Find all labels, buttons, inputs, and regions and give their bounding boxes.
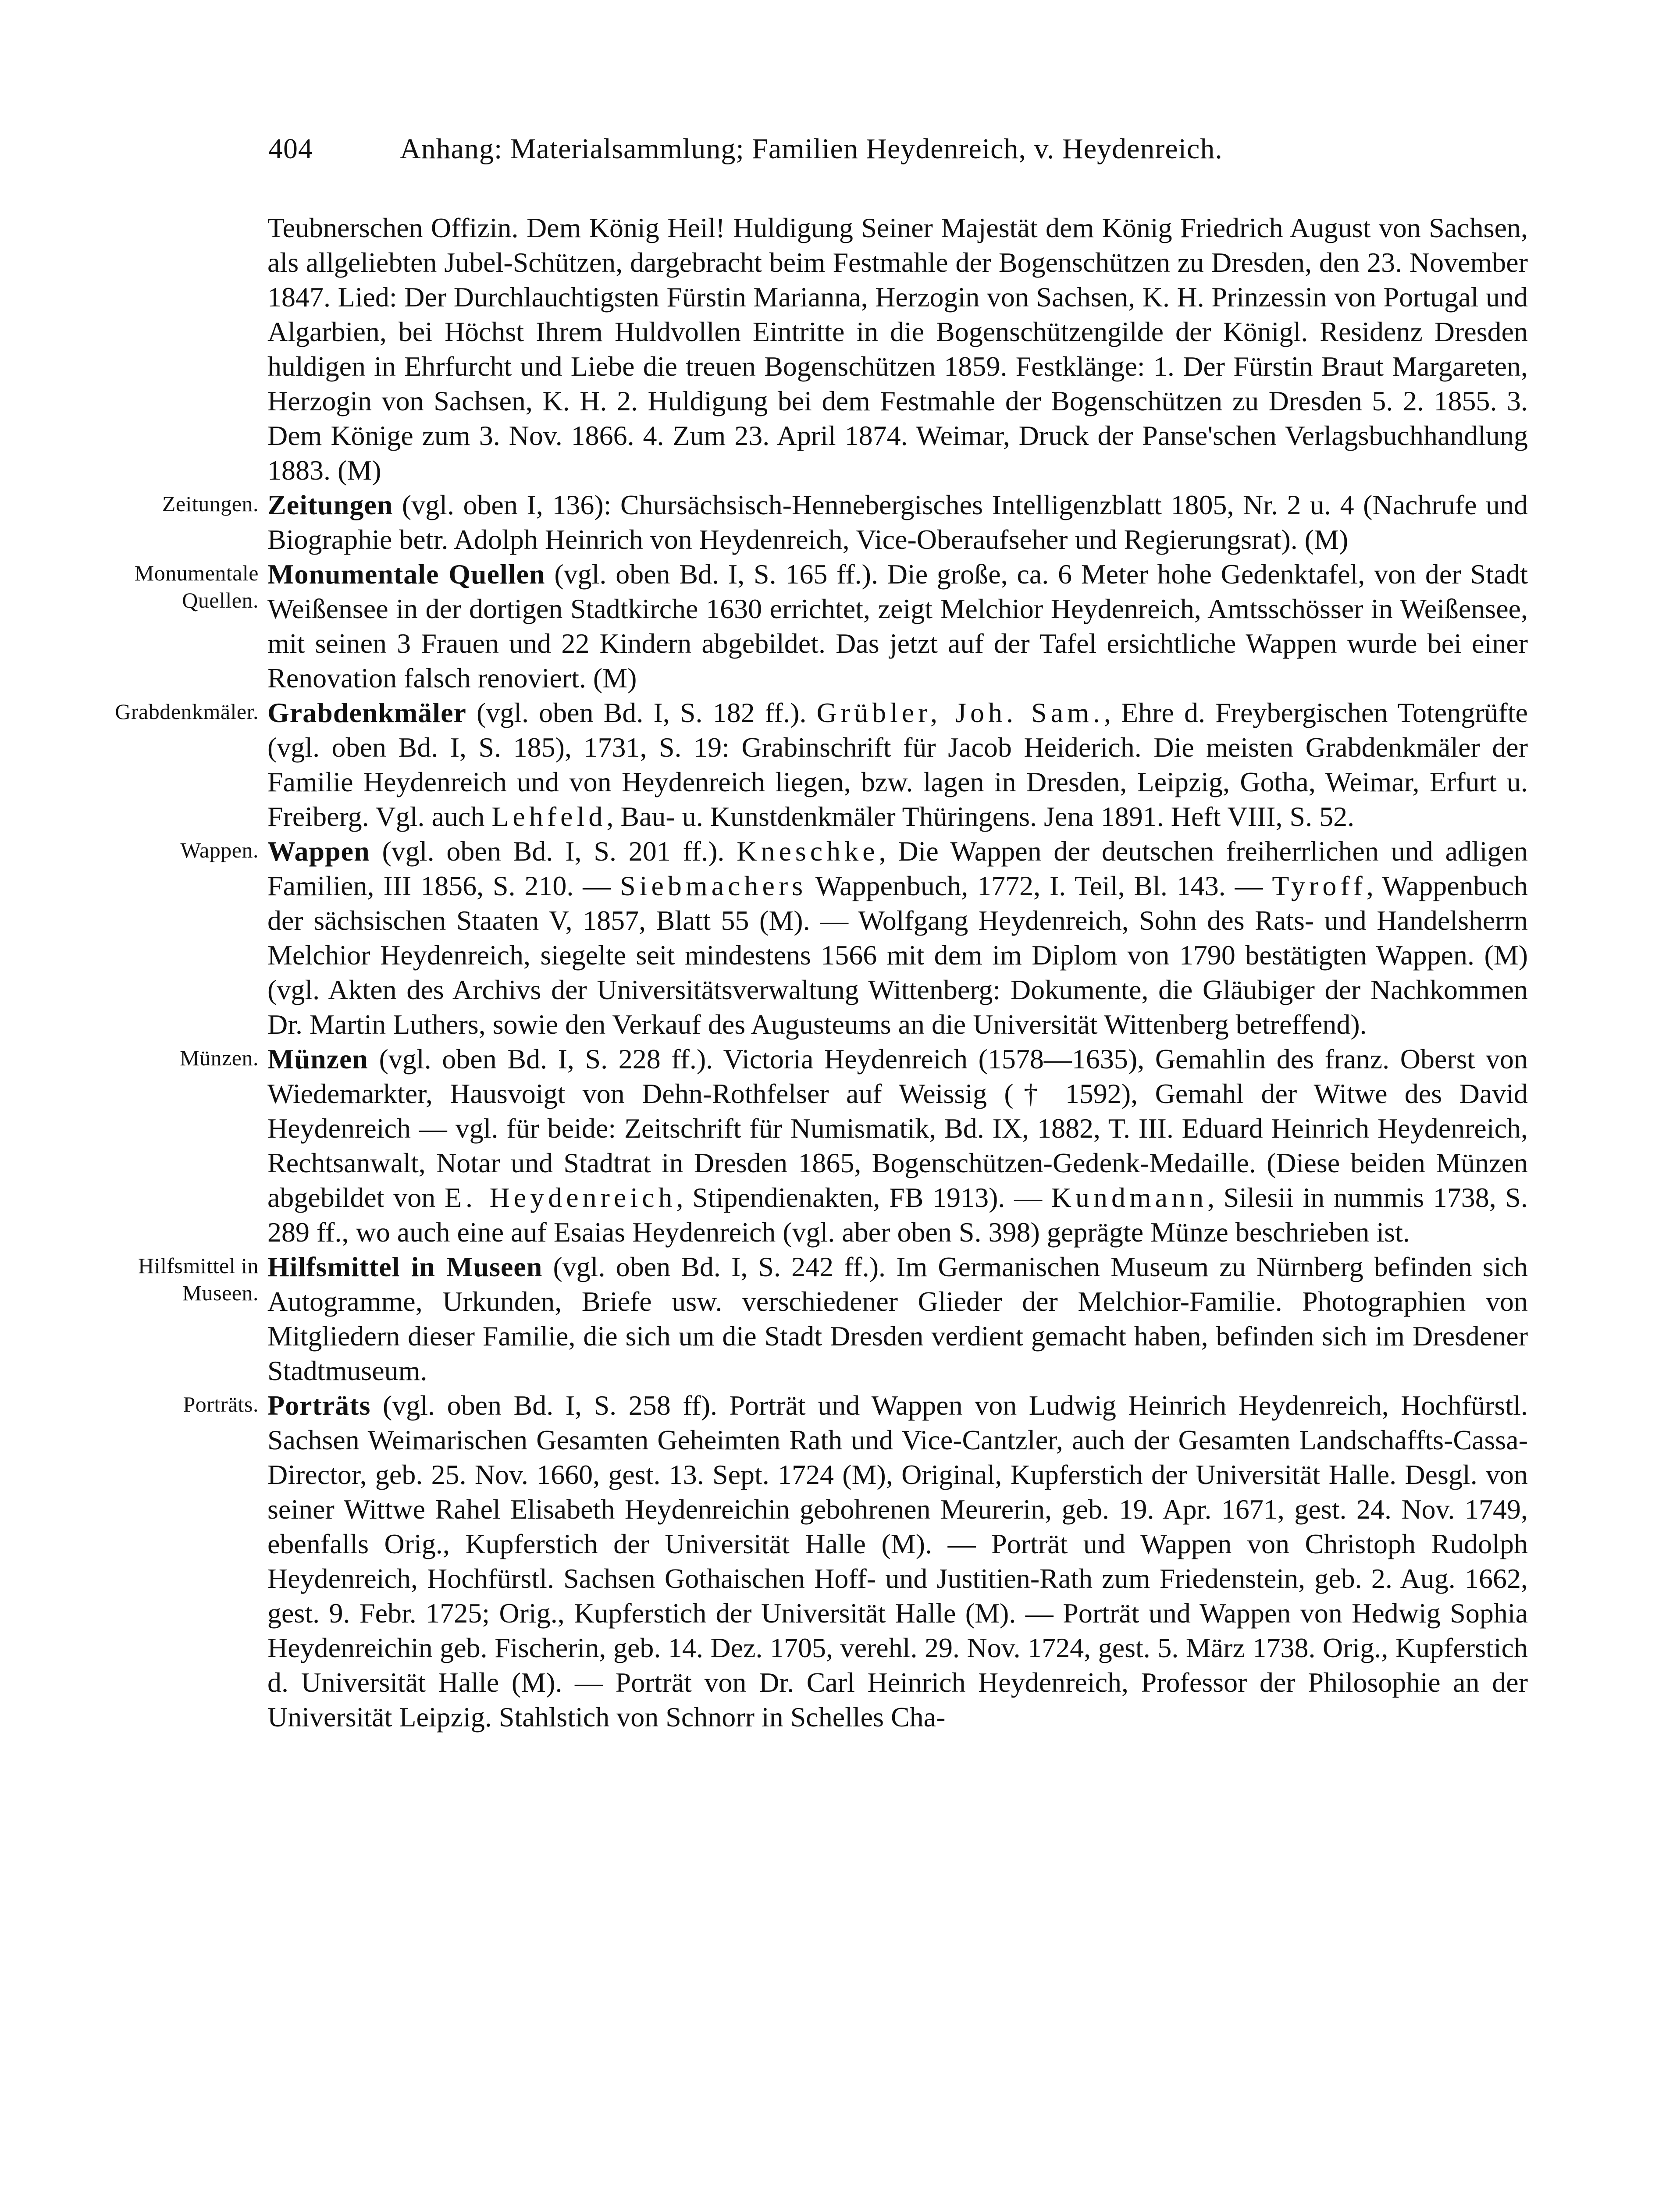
section-portraets <box>183 1388 1528 1734</box>
section-heading-monumentale-quellen: Monumentale Quellen <box>267 559 545 590</box>
marginal-note-grabdenkmaeler: Grabdenkmäler. <box>115 699 259 724</box>
text-segment: , Bau- u. Kunstdenkmäler Thüringens. Jena 1891. Heft VIII, S. 52. <box>606 801 1355 832</box>
text-segment: , Ehre d. Freybergischen Totengrüfte (vgl. oben Bd. I, S. 185), 1731, S. 19: Grabinschrift für Jacob Heiderich. Die meisten Grabdenkmäler der Familie Heydenreich und von Heydenreich liegen, bzw. lagen in Dresden, Leipzig, Gotha, Weimar, Erfurt u. Freiberg. Vgl. auch <box>267 697 1528 832</box>
section-grabdenkmaeler <box>115 695 1528 834</box>
section-heading-muenzen: Münzen <box>267 1043 368 1075</box>
marginal-note-hilfsmittel-in-museen <box>4 1252 259 1306</box>
section-heading-wappen: Wappen <box>267 836 370 867</box>
text-segment: , Stipendienakten, FB 1913). — <box>676 1182 1051 1213</box>
section-heading-grabdenkmaeler: Grabdenkmäler <box>267 697 466 728</box>
paragraph-muenzen <box>267 1042 1528 1249</box>
section-monumentale-quellen <box>134 557 1528 695</box>
paragraph-monumentale-quellen <box>267 557 1528 695</box>
text-segment: (vgl. oben Bd. I, S. 228 ff.). Victoria Heydenreich (1578—1635), Gemahlin des franz. Oberst von Wiedemarkter, Hausvoigt von Dehn-Rothfelser auf Weissig († 1592), Gemahl der Witwe des David Heydenreich — vgl. für beide: Zeitschrift für Numismatik, Bd. IX, 1882, T. III. Eduard Heinrich Heydenreich, Rechtsanwalt, Notar und Stadtrat in Dresden 1865, Bogenschützen-Gedenk-Medaille. (Diese beiden Münzen abgebildet von <box>267 1043 1528 1213</box>
section-text-zeitungen: (vgl. oben I, 136): Chursächsisch-Hennebergisches Intelligenzblatt 1805, Nr. 2 u. 4 (Nachrufe und Biographie betr. Adolph Heinrich von Heydenreich, Vice-Oberaufseher und Regierungsrat). (M) <box>267 489 1528 555</box>
section-zeitungen <box>162 488 1528 557</box>
section-heading-hilfsmittel-in-museen: Hilfsmittel in Museen <box>267 1251 543 1282</box>
marginal-note-portraets: Porträts. <box>183 1392 259 1416</box>
running-head <box>268 132 1540 167</box>
marginal-line-2: Museen. <box>182 1281 259 1305</box>
paragraph-hilfsmittel-in-museen <box>267 1249 1528 1388</box>
text-segment: , Die Wappen der deutschen freiherrlichen und adligen Familien, III 1856, S. 210. — <box>267 836 1528 901</box>
section-heading-zeitungen: Zeitungen <box>267 489 393 520</box>
paragraph-zeitungen <box>267 488 1528 557</box>
intro-paragraph: Teubnerschen Offizin. Dem König Heil! Huldigung Seiner Majestät dem König Friedrich August von Sachsen, als allgeliebten Jubel-Schützen, dargebracht beim Festmahle der Bogenschützen zu Dresden, den 23. November 1847. Lied: Der Durchlauchtigsten Fürstin Marianna, Herzogin von Sachsen, K. H. Prinzessin von Portugal und Algarbien, bei Höchst Ihrem Huldvollen Eintritte in die Bogenschützengilde der Königl. Residenz Dresden huldigen in Ehrfurcht und Liebe die treuen Bogenschützen 1859. Festklänge: 1. Der Fürstin Braut Margareten, Herzogin von Sachsen, K. H. 2. Huldigung bei dem Festmahle der Bogenschützen zu Dresden 5. 2. 1855. 3. Dem Könige zum 3. Nov. 1866. 4. Zum 23. April 1874. Weimar, Druck der Panse'schen Verlagsbuchhandlung 1883. (M) <box>267 212 1528 486</box>
text-segment: (vgl. oben Bd. I, S. 201 ff.). <box>370 836 737 867</box>
spaced-author-name: Grübler, Joh. Sam. <box>816 697 1104 728</box>
paragraph-portraets <box>267 1388 1528 1734</box>
section-text-hilfsmittel-in-museen: (vgl. oben Bd. I, S. 242 ff.). Im Germanischen Museum zu Nürnberg befinden sich Autogramme, Urkunden, Briefe usw. verschiedener Glieder der Melchior-Familie. Photographien von Mitgliedern dieser Familie, die sich um die Stadt Dresden verdient gemacht haben, befinden sich im Dresdener Stadtmuseum. <box>267 1251 1528 1386</box>
spaced-author-name: Kundmann <box>1051 1182 1208 1213</box>
marginal-line-1: Monumentale <box>134 561 259 585</box>
marginal-note-muenzen: Münzen. <box>180 1046 259 1070</box>
spaced-author-name: Siebmachers <box>620 870 807 901</box>
marginal-line-1: Hilfsmittel in <box>138 1253 259 1278</box>
text-segment: , Silesii in nummis 1738, S. 289 ff., wo auch eine auf Esaias Heydenreich (vgl. aber oben S. 398) geprägte Münze beschrieben ist. <box>267 1182 1528 1248</box>
text-segment: (vgl. oben Bd. I, S. 182 ff.). <box>466 697 817 728</box>
section-text-portraets: (vgl. oben Bd. I, S. 258 ff). Porträt und Wappen von Ludwig Heinrich Heydenreich, Hochfürstl. Sachsen Weimarischen Gesamten Geheimten Rath und Vice-Cantzler, auch der Gesamten Landschaffts-Cassa-Director, geb. 25. Nov. 1660, gest. 13. Sept. 1724 (M), Original, Kupferstich der Universität Halle. Desgl. von seiner Wittwe Rahel Elisabeth Heydenreichin gebohrenen Meurerin, geb. 19. Apr. 1671, gest. 24. Nov. 1749, ebenfalls Orig., Kupferstich der Universität Halle (M). — Porträt und Wappen von Christoph Rudolph Heydenreich, Hochfürstl. Sachsen Gothaischen Hoff- und Justitien-Rath zum Friedenstein, geb. 2. Aug. 1662, gest. 9. Febr. 1725; Orig., Kupferstich der Universität Halle (M). — Porträt und Wappen von Hedwig Sophia Heydenreichin geb. Fischerin, geb. 14. Dez. 1705, verehl. 29. Nov. 1724, gest. 5. März 1738. Orig., Kupferstich d. Universität Halle (M). — Porträt von Dr. Carl Heinrich Heydenreich, Professor der Philosophie an der Universität Leipzig. Stahlstich von Schnorr in Schelles Cha- <box>267 1390 1528 1733</box>
spaced-author-name: E. Heydenreich <box>444 1182 676 1213</box>
section-heading-portraets: Porträts <box>267 1390 371 1421</box>
section-text-monumentale-quellen: (vgl. oben Bd. I, S. 165 ff.). Die große, ca. 6 Meter hohe Gedenktafel, von der Stadt Weißensee in der dortigen Stadtkirche 1630 errichtet, zeigt Melchior Heydenreich, Amtsschösser in Weißensee, mit seinen 3 Frauen und 22 Kindern abgebildet. Das jetzt auf der Tafel ersichtliche Wappen wurde bei einer Renovation falsch renoviert. (M) <box>267 559 1528 694</box>
text-segment: Wappenbuch, 1772, I. Teil, Bl. 143. — <box>807 870 1272 901</box>
body-text <box>115 210 1528 1734</box>
spaced-author-name: Kneschke <box>737 836 879 867</box>
page-number: 404 <box>268 133 313 165</box>
section-muenzen <box>180 1042 1528 1249</box>
text-segment: , Wappenbuch der sächsischen Staaten V, 1857, Blatt 55 (M). — Wolfgang Heydenreich, Sohn des Rats- und Handelsherrn Melchior Heydenreich, siegelte seit mindestens 1566 mit dem im Diplom von 1790 bestätigten Wappen. (M) (vgl. Akten des Archivs der Universitätsverwaltung Wittenberg: Dokumente, die Gläubiger der Nachkommen Dr. Martin Luthers, sowie den Verkauf des Augusteums an die Universität Wittenberg betreffend). <box>267 870 1528 1040</box>
section-wappen <box>180 834 1528 1042</box>
marginal-line-2: Quellen. <box>182 588 259 612</box>
paragraph-wappen <box>267 834 1528 1042</box>
spaced-author-name: Tyroff <box>1272 870 1367 901</box>
section-hilfsmittel-in-museen <box>138 1249 1528 1388</box>
spaced-author-name: Lehfeld <box>491 801 607 832</box>
marginal-note-monumentale-quellen <box>4 559 259 614</box>
running-head-title: Anhang: Materialsammlung; Familien Heydenreich, v. Heydenreich. <box>400 133 1223 165</box>
marginal-note-zeitungen: Zeitungen. <box>162 491 259 516</box>
marginal-note-wappen: Wappen. <box>180 838 259 862</box>
paragraph-grabdenkmaeler <box>267 695 1528 834</box>
